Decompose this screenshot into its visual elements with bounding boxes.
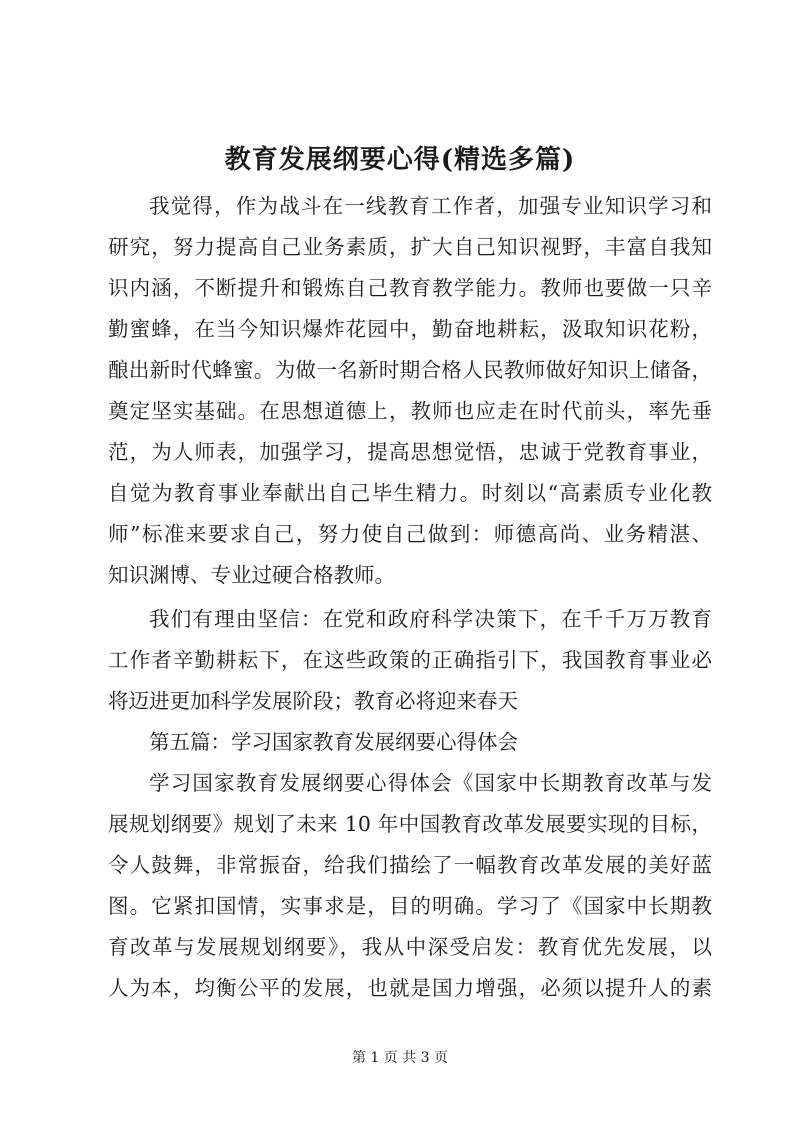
paragraph-line: 展规划纲要》规划了未来 10 年中国教育改革发展要实现的目标， bbox=[108, 812, 712, 836]
paragraph-line: 令人鼓舞，非常振奋，给我们描绘了一幅教育改革发展的美好蓝 bbox=[108, 853, 712, 877]
paragraph-line: 学习国家教育发展纲要心得体会《国家中长期教育改革与发 bbox=[149, 771, 712, 795]
paragraph-line: 勤蜜蜂，在当今知识爆炸花园中，勤奋地耕耘，汲取知识花粉， bbox=[108, 317, 712, 341]
page-number-footer: 第 1 页 共 3 页 bbox=[351, 1050, 449, 1066]
paragraph-line: 我觉得，作为战斗在一线教育工作者，加强专业知识学习和 bbox=[149, 194, 712, 218]
paragraph-line: 研究，努力提高自己业务素质，扩大自己知识视野，丰富自我知 bbox=[108, 235, 712, 259]
paragraph-line: 知识渊博、专业过硬合格教师。 bbox=[108, 563, 395, 587]
paragraph-line: 图。它紧扣国情，实事求是，目的明确。学习了《国家中长期教 bbox=[108, 894, 712, 918]
paragraph-line: 将迈进更加科学发展阶段；教育必将迎来春天 bbox=[108, 689, 518, 713]
paragraph-line: 工作者辛勤耕耘下，在这些政策的正确指引下，我国教育事业必 bbox=[108, 648, 712, 672]
paragraph-line: 人为本，均衡公平的发展，也就是国力增强，必须以提升人的素 bbox=[108, 976, 712, 1000]
paragraph-line: 我们有理由坚信：在党和政府科学决策下，在千千万万教育 bbox=[149, 607, 712, 631]
paragraph-line: 奠定坚实基础。在思想道德上，教师也应走在时代前头，率先垂 bbox=[108, 399, 712, 423]
paragraph-line: 识内涵，不断提升和锻炼自己教育教学能力。教师也要做一只辛 bbox=[108, 276, 712, 300]
paragraph-line: 范，为人师表，加强学习，提高思想觉悟，忠诚于党教育事业， bbox=[108, 440, 712, 464]
paragraph-line: 师”标准来要求自己，努力使自己做到：师德高尚、业务精湛、 bbox=[108, 522, 712, 546]
paragraph-line: 育改革与发展规划纲要》，我从中深受启发：教育优先发展，以 bbox=[108, 935, 712, 959]
paragraph-line: 自觉为教育事业奉献出自己毕生精力。时刻以“高素质专业化教 bbox=[108, 481, 712, 505]
section-heading: 第五篇：学习国家教育发展纲要心得体会 bbox=[149, 730, 518, 754]
paragraph-line: 酿出新时代蜂蜜。为做一名新时期合格人民教师做好知识上储备， bbox=[108, 358, 712, 382]
document-body bbox=[108, 186, 712, 1009]
document-title: 教育发展纲要心得(精选多篇) bbox=[224, 145, 576, 175]
